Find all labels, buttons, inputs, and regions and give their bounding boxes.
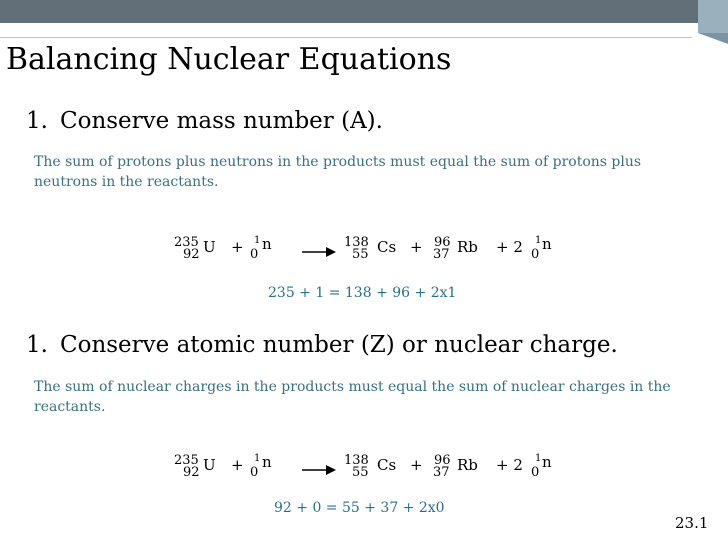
plus-sign: +	[410, 456, 423, 474]
rb-atomic-number: 37	[433, 247, 450, 262]
coefficient: + 2	[496, 238, 523, 256]
u-mass-number: 235	[174, 453, 199, 468]
slide-title: Balancing Nuclear Equations	[6, 42, 452, 77]
rb-atomic-number: 37	[433, 465, 450, 480]
n-atomic-number: 0	[250, 247, 259, 262]
rb-mass-number: 96	[434, 453, 451, 468]
section-1-number: 1.	[26, 108, 48, 134]
n-symbol: n	[262, 235, 272, 253]
n-symbol: n	[542, 453, 552, 471]
section-2-heading-text: Conserve atomic number (Z) or nuclear charge.	[60, 332, 618, 358]
section-1-heading	[26, 106, 383, 136]
nuclear-equation-1	[0, 234, 728, 270]
rb-symbol: Rb	[457, 456, 478, 474]
u-symbol: U	[203, 456, 216, 474]
rb-mass-number: 96	[434, 235, 451, 250]
rb-symbol: Rb	[457, 238, 478, 256]
n-symbol: n	[262, 453, 272, 471]
mass-number-calculation: 235 + 1 = 138 + 96 + 2x1	[268, 285, 457, 301]
n-atomic-number: 0	[250, 465, 259, 480]
n-symbol: n	[542, 235, 552, 253]
n-atomic-number: 0	[531, 465, 540, 480]
n-mass-number: 1	[254, 235, 261, 246]
plus-sign: +	[410, 238, 423, 256]
cs-mass-number: 138	[344, 453, 369, 468]
n-mass-number: 1	[535, 235, 542, 246]
slide-number: 23.1	[675, 514, 709, 532]
cs-symbol: Cs	[377, 456, 397, 474]
section-1-heading-text: Conserve mass number (A).	[60, 108, 383, 134]
u-mass-number: 235	[174, 235, 199, 250]
cs-atomic-number: 55	[352, 247, 369, 262]
reaction-arrow-icon	[302, 464, 336, 476]
section-2-heading	[26, 330, 618, 360]
u-atomic-number: 92	[183, 465, 200, 480]
u-atomic-number: 92	[183, 247, 200, 262]
nuclear-equation-2	[0, 452, 728, 488]
reaction-arrow-icon	[302, 246, 336, 258]
plus-sign: +	[231, 238, 244, 256]
cs-mass-number: 138	[344, 235, 369, 250]
n-mass-number: 1	[254, 453, 261, 464]
cs-symbol: Cs	[377, 238, 397, 256]
coefficient: + 2	[496, 456, 523, 474]
plus-sign: +	[231, 456, 244, 474]
section-1-description: The sum of protons plus neutrons in the products must equal the sum of protons plus neutrons in the reactants.	[34, 154, 642, 190]
section-2-description: The sum of nuclear charges in the products must equal the sum of nuclear charges in the reactants.	[34, 379, 671, 415]
u-symbol: U	[203, 238, 216, 256]
cs-atomic-number: 55	[352, 465, 369, 480]
top-banner	[0, 0, 728, 23]
n-atomic-number: 0	[531, 247, 540, 262]
section-2-number: 1.	[26, 332, 48, 358]
atomic-number-calculation: 92 + 0 = 55 + 37 + 2x0	[274, 500, 445, 516]
corner-tab	[698, 0, 728, 33]
n-mass-number: 1	[535, 453, 542, 464]
